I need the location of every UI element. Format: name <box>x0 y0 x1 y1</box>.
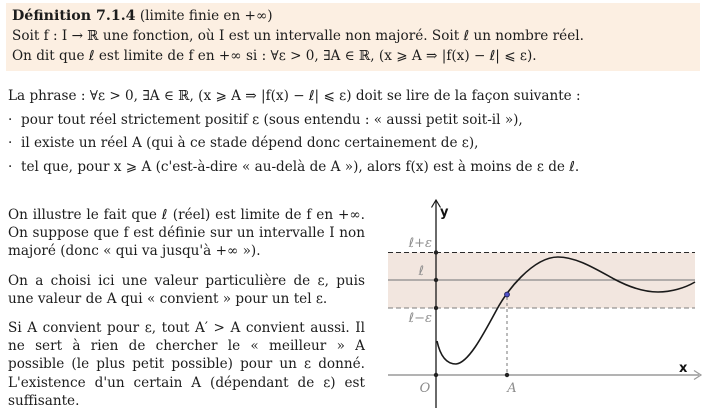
limit-graph <box>388 195 710 420</box>
origin-dot <box>434 373 438 377</box>
definition-box <box>6 3 700 71</box>
bullet-glyph: · <box>8 111 13 128</box>
explanation-section <box>8 85 710 179</box>
tick-dot-l <box>434 278 438 282</box>
definition-title: Définition 7.1.4 <box>12 8 136 24</box>
bullet-item-2 <box>8 132 710 156</box>
illustration-text <box>8 206 365 420</box>
label-a: A <box>507 381 517 396</box>
bullet-glyph: · <box>8 158 13 175</box>
illustration-para-1: On illustre le fait que ℓ (réel) est limite de f en +∞. On suppose que f est définie sur un intervalle I non majoré (donc « qui va jusqu'à +∞ »). <box>8 207 365 260</box>
definition-line-1: Soit f : I → ℝ une fonction, où I est un intervalle non majoré. Soit ℓ un nombre réel. <box>12 28 584 44</box>
label-y-axis: y <box>440 205 449 220</box>
explanation-intro: La phrase : ∀ε > 0, ∃A ∈ ℝ, (x ⩾ A ⇒ |f(x) − ℓ| ⩽ ε) doit se lire de la façon suivante : <box>8 88 581 104</box>
label-l: ℓ <box>418 264 424 279</box>
a-dot <box>505 373 509 377</box>
bullet-item-3 <box>8 156 710 180</box>
definition-title-line <box>12 6 694 26</box>
curve-point-at-a <box>505 292 510 297</box>
illustration-para-3: Si A convient pour ε, tout A′ > A convient aussi. Il ne sert à rien de chercher le « meilleur » A possible (le plus petit possible) pour un ε donné. L'existence d'un certain A (dépendant de ε) est suffisante. <box>8 320 365 409</box>
label-x-axis: x <box>679 361 688 376</box>
bullet-text: pour tout réel strictement positif ε (sous entendu : « aussi petit soit-il »), <box>21 111 523 128</box>
tick-dot-l-plus-eps <box>434 250 438 254</box>
bullet-item-1 <box>8 109 710 133</box>
label-origin: O <box>419 381 431 396</box>
bullet-text: tel que, pour x ⩾ A (c'est-à-dire « au-delà de A »), alors f(x) est à moins de ε de ℓ. <box>21 158 580 175</box>
illustration-para-2: On a choisi ici une valeur particulière de ε, puis une valeur de A qui « convient » pour un tel ε. <box>8 272 365 307</box>
definition-title-suffix: (limite finie en +∞) <box>135 8 273 24</box>
label-l-plus-eps: ℓ+ε <box>408 236 432 251</box>
bullet-glyph: · <box>8 135 13 151</box>
definition-line-2: On dit que ℓ est limite de f en +∞ si : ∀ε > 0, ∃A ∈ ℝ, (x ⩾ A ⇒ |f(x) − ℓ| ⩽ ε). <box>12 48 537 64</box>
label-l-minus-eps: ℓ−ε <box>408 311 432 326</box>
tick-dot-l-minus-eps <box>434 306 438 310</box>
bullet-text: il existe un réel A (qui à ce stade dépend donc certainement de ε), <box>21 135 479 151</box>
